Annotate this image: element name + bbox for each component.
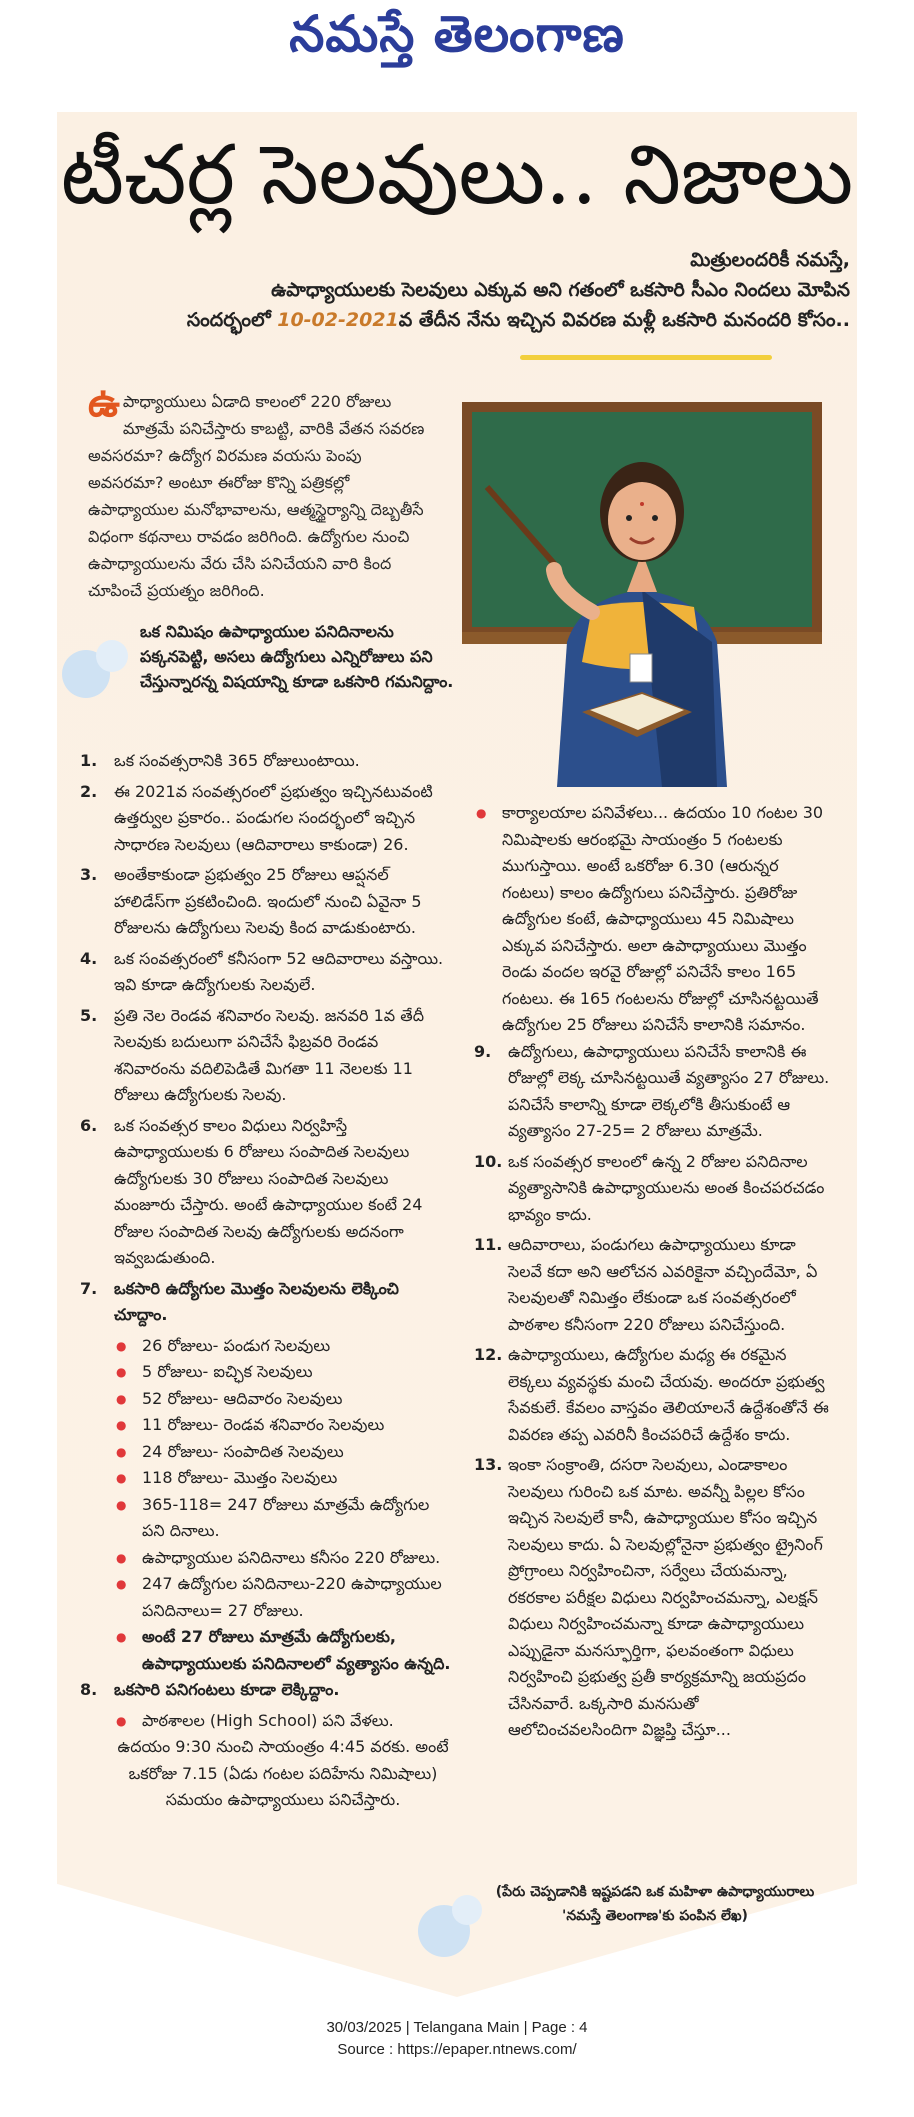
- item-text: ఈ 2021వ సంవత్సరంలో ప్రభుత్వం ఇచ్చినటువంటి ఉత్తర్వుల ప్రకారం.. పండుగల సందర్భంలో ఇచ్చిన సాధారణ సెలవులు (ఆదివారాలు కాకుండా) 26.: [114, 781, 433, 854]
- item-heading: ఒకసారి పనిగంటలు కూడా లెక్కిద్దాం.: [114, 1680, 340, 1699]
- list-item-10: [474, 1149, 830, 1229]
- list-item-2: [80, 779, 452, 859]
- bindi: [640, 502, 644, 506]
- left-column: [80, 748, 452, 1814]
- school-hours-text: ఉదయం 9:30 నుంచి సాయంత్రం 4:45 వరకు. అంటే ఒకరోజు 7.15 (ఏడు గంటల పదిహేను నిమిషాలు) సమయం ఉపాధ్యాయులు పనిచేస్తారు.: [117, 1737, 449, 1809]
- bullet-item: ● 24 రోజులు- సంపాదిత సెలవులు: [114, 1439, 452, 1466]
- item-number: 1.: [80, 751, 98, 770]
- bullet-item: ● కార్యాలయాల పనివేళలు... ఉదయం 10 గంటల 30 నిమిషాలకు ఆరంభమై సాయంత్రం 5 గంటలకు ముగుస్తాయి. అంటే ఒకరోజు 6.30 (ఆరున్నర గంటలు) కాలం ఉద్యోగులు పనిచేస్తారు. ప్రతిరోజు ఉద్యోగుల కంటే, ఉపాధ్యాయులు 45 నిమిషాలు ఎక్కువ పనిచేస్తారు. అలా ఉపాధ్యాయులు మొత్తం రెండు వందల ఇరవై రోజుల్లో పనిచేసే కాలం 165 గంటలు. ఈ 165 గంటలను రోజుల్లో చూసినట్టయితే ఉద్యోగుల 25 రోజులు పనిచేసే కాలానికి సమానం.: [474, 800, 830, 1039]
- bullet-item: ● పాఠశాలల (High School) పని వేళలు.: [114, 1708, 452, 1735]
- bullet-item: ● 26 రోజులు- పండుగ సెలవులు: [114, 1333, 452, 1360]
- teacher-illustration: [462, 392, 822, 787]
- intro-line-3-pre: సందర్భంలో: [186, 309, 278, 331]
- item-number: 6.: [80, 1115, 98, 1135]
- item-text: ఇంకా సంక్రాంతి, దసరా సెలవులు, ఎండాకాలం సెలవులు గురించి ఒక మాట. అవన్నీ పిల్లల కోసం ఇచ్చిన సెలవులే కానీ, ఉపాధ్యాయుల కోసం ఇచ్చిన సెలవులు కాదు. ఏ సెలవుల్లోనైనా ప్రభుత్వం ట్రైనింగ్ ప్రోగ్రాంలు నిర్వహించినా, సర్వేలు చేయమన్నా, రకరకాల పరీక్షల విధులు నిర్వహించమన్నా, ఎలక్షన్ విధులు నిర్వహించమన్నా కూడా ఉపాధ్యాయులు ఎప్పుడైనా మనస్ఫూర్తిగా, ఫలవంతంగా విధులు నిర్వహించి ప్రభుత్వ ప్రతీ కార్యక్రమాన్ని జయప్రదం చేసినవారే. ఒక్కసారి మనసుతో ఆలోచించవలసిందిగా విజ్ఞప్తి చేస్తూ...: [508, 1455, 823, 1739]
- school-hours-list: [80, 1708, 452, 1735]
- list-item-12: [474, 1342, 830, 1448]
- opening-paragraph: [88, 380, 438, 604]
- footer-edition: 30/03/2025 | Telangana Main | Page : 4: [326, 2019, 588, 2036]
- bullet-item: ● ఉపాధ్యాయుల పనిదినాలు కనీసం 220 రోజులు.: [114, 1545, 452, 1572]
- item-number: 10.: [474, 1151, 503, 1171]
- item-number: 3.: [80, 865, 98, 884]
- intro-line-3: [100, 305, 850, 335]
- item-text: ఒక సంవత్సరానికి 365 రోజులుంటాయి.: [114, 751, 360, 770]
- eye-left: [626, 515, 632, 521]
- item-text: ఒక సంవత్సరంలో కనీసంగా 52 ఆదివారాలు వస్తాయి. ఇవి కూడా ఉద్యోగులకు సెలవులే.: [114, 948, 444, 994]
- letter-credit: (పేరు చెప్పడానికి ఇష్టపడని ఒక మహిళా ఉపాధ్యాయురాలు 'నమస్తే తెలంగాణ'కు పంపిన లేఖ): [495, 1884, 815, 1924]
- list-item-3: [80, 862, 452, 942]
- intro-line-2: ఉపాధ్యాయులకు సెలవులు ఎక్కువ అని గతంలో ఒకసారి సీఎం నిందలు మోపిన: [271, 279, 850, 301]
- item-text: ఒక సంవత్సర కాలం విధులు నిర్వహిస్తే ఉపాధ్యాయులకు 6 రోజులు సంపాదిత సెలవులు ఉద్యోగులకు 30 రోజులు సంపాదిత సెలవులు మంజూరు చేస్తారు. అంటే ఉపాధ్యాయుల కంటే 24 రోజుల సంపాదిత సెలవు ఉద్యోగులకు అదనంగా ఇవ్వబడుతుంది.: [114, 1115, 423, 1267]
- list-item-11: [474, 1232, 830, 1338]
- list-item-7: [80, 1276, 452, 1329]
- item-number: 2.: [80, 781, 98, 801]
- item-number: 5.: [80, 1005, 98, 1025]
- right-column: [474, 800, 830, 1748]
- bullet-item-emphasis: ● అంటే 27 రోజులు మాత్రమే ఉద్యోగులకు, ఉపాధ్యాయులకు పనిదినాలలో వ్యత్యాసం ఉన్నది.: [114, 1624, 452, 1677]
- headline: టీచర్ల సెలవులు.. నిజాలు: [60, 128, 854, 223]
- eye-right: [652, 515, 658, 521]
- item-text: అంతేకాకుండా ప్రభుత్వం 25 రోజులు ఆప్షనల్ హాలిడేస్‌గా ప్రకటించింది. ఇందులో నుంచి ఏవైనా 5 రోజులను ఉద్యోగులు సెలవు కింద వాడుకుంటారు.: [114, 865, 422, 937]
- bullet-item: ● 247 ఉద్యోగుల పనిదినాలు-220 ఉపాధ్యాయుల పనిదినాలు= 27 రోజులు.: [114, 1571, 452, 1624]
- item-number: 11.: [474, 1235, 503, 1254]
- bullet-item: ● 365-118= 247 రోజులు మాత్రమే ఉద్యోగుల పని దినాలు.: [114, 1492, 452, 1545]
- list-item-9: [474, 1039, 830, 1145]
- list-item-1: [80, 748, 452, 775]
- item-text: ప్రతి నెల రెండవ శనివారం సెలవు. జనవరి 1వ తేదీ సెలవుకు బదులుగా పనిచేసే ఫిబ్రవరి రెండవ శనివారంను వదిలిపెడితే మిగతా 11 నెలలకు 11 రోజులు ఉద్యోగులకు సెలవు.: [114, 1005, 425, 1104]
- bullet-item: ● 52 రోజులు- ఆదివారం సెలవులు: [114, 1386, 452, 1413]
- masthead: నమస్తే తెలంగాణ: [289, 4, 625, 63]
- item-number: 4.: [80, 948, 98, 968]
- decorative-circle-small: [96, 640, 128, 672]
- item-number: 8.: [80, 1680, 98, 1699]
- office-hours-list: [474, 800, 830, 1039]
- item-number: 9.: [474, 1041, 492, 1061]
- list-item-6: [80, 1113, 452, 1272]
- leave-breakdown-list: [80, 1333, 452, 1678]
- id-card: [630, 654, 652, 682]
- bullet-item: ● 118 రోజులు- మొత్తం సెలవులు: [114, 1465, 452, 1492]
- item-number: 7.: [80, 1278, 98, 1298]
- intro: [100, 245, 850, 335]
- item-heading: ఒకసారి ఉద్యోగుల మొత్తం సెలవులను లెక్కించి చూద్దాం.: [114, 1278, 399, 1324]
- list-item-8: [80, 1677, 452, 1704]
- dropcap: ఉ: [88, 380, 120, 426]
- decorative-circle-bottom-small: [452, 1895, 482, 1925]
- item-number: 13.: [474, 1455, 503, 1474]
- item-text: ఆదివారాలు, పండుగలు ఉపాధ్యాయులు కూడా సెలవే కదా అని ఆలోచన ఎవరికైనా వచ్చిందేమో, ఏ సెలవులతో నిమిత్తం లేకుండా ఒక సంవత్సరంలో పాఠశాల కనీసంగా 220 రోజులు పనిచేస్తుంది.: [508, 1235, 818, 1334]
- item-text: ఒక సంవత్సర కాలంలో ఉన్న 2 రోజుల పనిదినాల వ్యత్యాసానికి ఉపాధ్యాయులను అంత కించపరచడం భావ్యం కాదు.: [508, 1151, 825, 1224]
- callout-note: ఒక నిమిషం ఉపాధ్యాయుల పనిదినాలను పక్కనపెట్టి, అసలు ఉద్యోగులు ఎన్నిరోజులు పని చేస్తున్నారన్న విషయాన్ని కూడా ఒకసారి గమనిద్దాం.: [140, 622, 454, 691]
- item-text: ఉపాధ్యాయులు, ఉద్యోగుల మధ్య ఈ రకమైన లెక్కలు వ్యవస్థకు మంచి చేయవు. అందరూ ప్రభుత్వ సేవకులే. కేవలం వాస్తవం తెలియాలనే ఉద్దేశంతోనే ఈ వివరణ తప్ప ఎవరినీ కించపరిచే ఉద్దేశం కాదు.: [508, 1345, 829, 1444]
- footer: [0, 2017, 914, 2061]
- list-item-5: [80, 1003, 452, 1109]
- list-item-13: [474, 1452, 830, 1744]
- opening-paragraph-text: పాధ్యాయులు ఏడాది కాలంలో 220 రోజులు మాత్రమే పనిచేస్తారు కాబట్టి, వారికి వేతన సవరణ అవసరమా? ఉద్యోగ విరమణ వయసు పెంపు అవసరమా? అంటూ ఈరోజు కొన్ని పత్రికల్లో ఉపాధ్యాయుల మనోభావాలను, ఆత్మస్థైర్యాన్ని దెబ్బతీసే విధంగా కథనాలు రావడం జరిగింది. ఉద్యోగుల నుంచి ఉపాధ్యాయులను వేరు చేసి పనిచేయని వారి కింద చూపించే ప్రయత్నం జరిగింది.: [88, 392, 425, 600]
- bullet-item: ● 5 రోజులు- ఐచ్ఛిక సెలవులు: [114, 1359, 452, 1386]
- bullet-item: ● 11 రోజులు- రెండవ శనివారం సెలవులు: [114, 1412, 452, 1439]
- intro-line-3-post: వ తేదీన నేను ఇచ్చిన వివరణ మళ్లీ ఒకసారి మనందరి కోసం..: [398, 309, 850, 331]
- item-number: 12.: [474, 1345, 503, 1364]
- list-item-4: [80, 946, 452, 999]
- footer-source: Source : https://epaper.ntnews.com/: [337, 2041, 577, 2058]
- face: [608, 480, 676, 560]
- intro-date: 10-02-2021: [277, 309, 399, 331]
- intro-underline: [520, 355, 772, 360]
- intro-greeting: మిత్రులందరికీ నమస్తే,: [690, 249, 850, 271]
- item-text: ఉద్యోగులు, ఉపాధ్యాయులు పనిచేసే కాలానికి ఈ రోజుల్లో లెక్క చూసినట్టయితే వ్యత్యాసం 27 రోజులు. పనిచేసే కాలాన్ని కూడా లెక్కలోకి తీసుకుంటే ఆ వ్యత్యాసం 27-25= 2 రోజులు మాత్రమే.: [508, 1041, 830, 1140]
